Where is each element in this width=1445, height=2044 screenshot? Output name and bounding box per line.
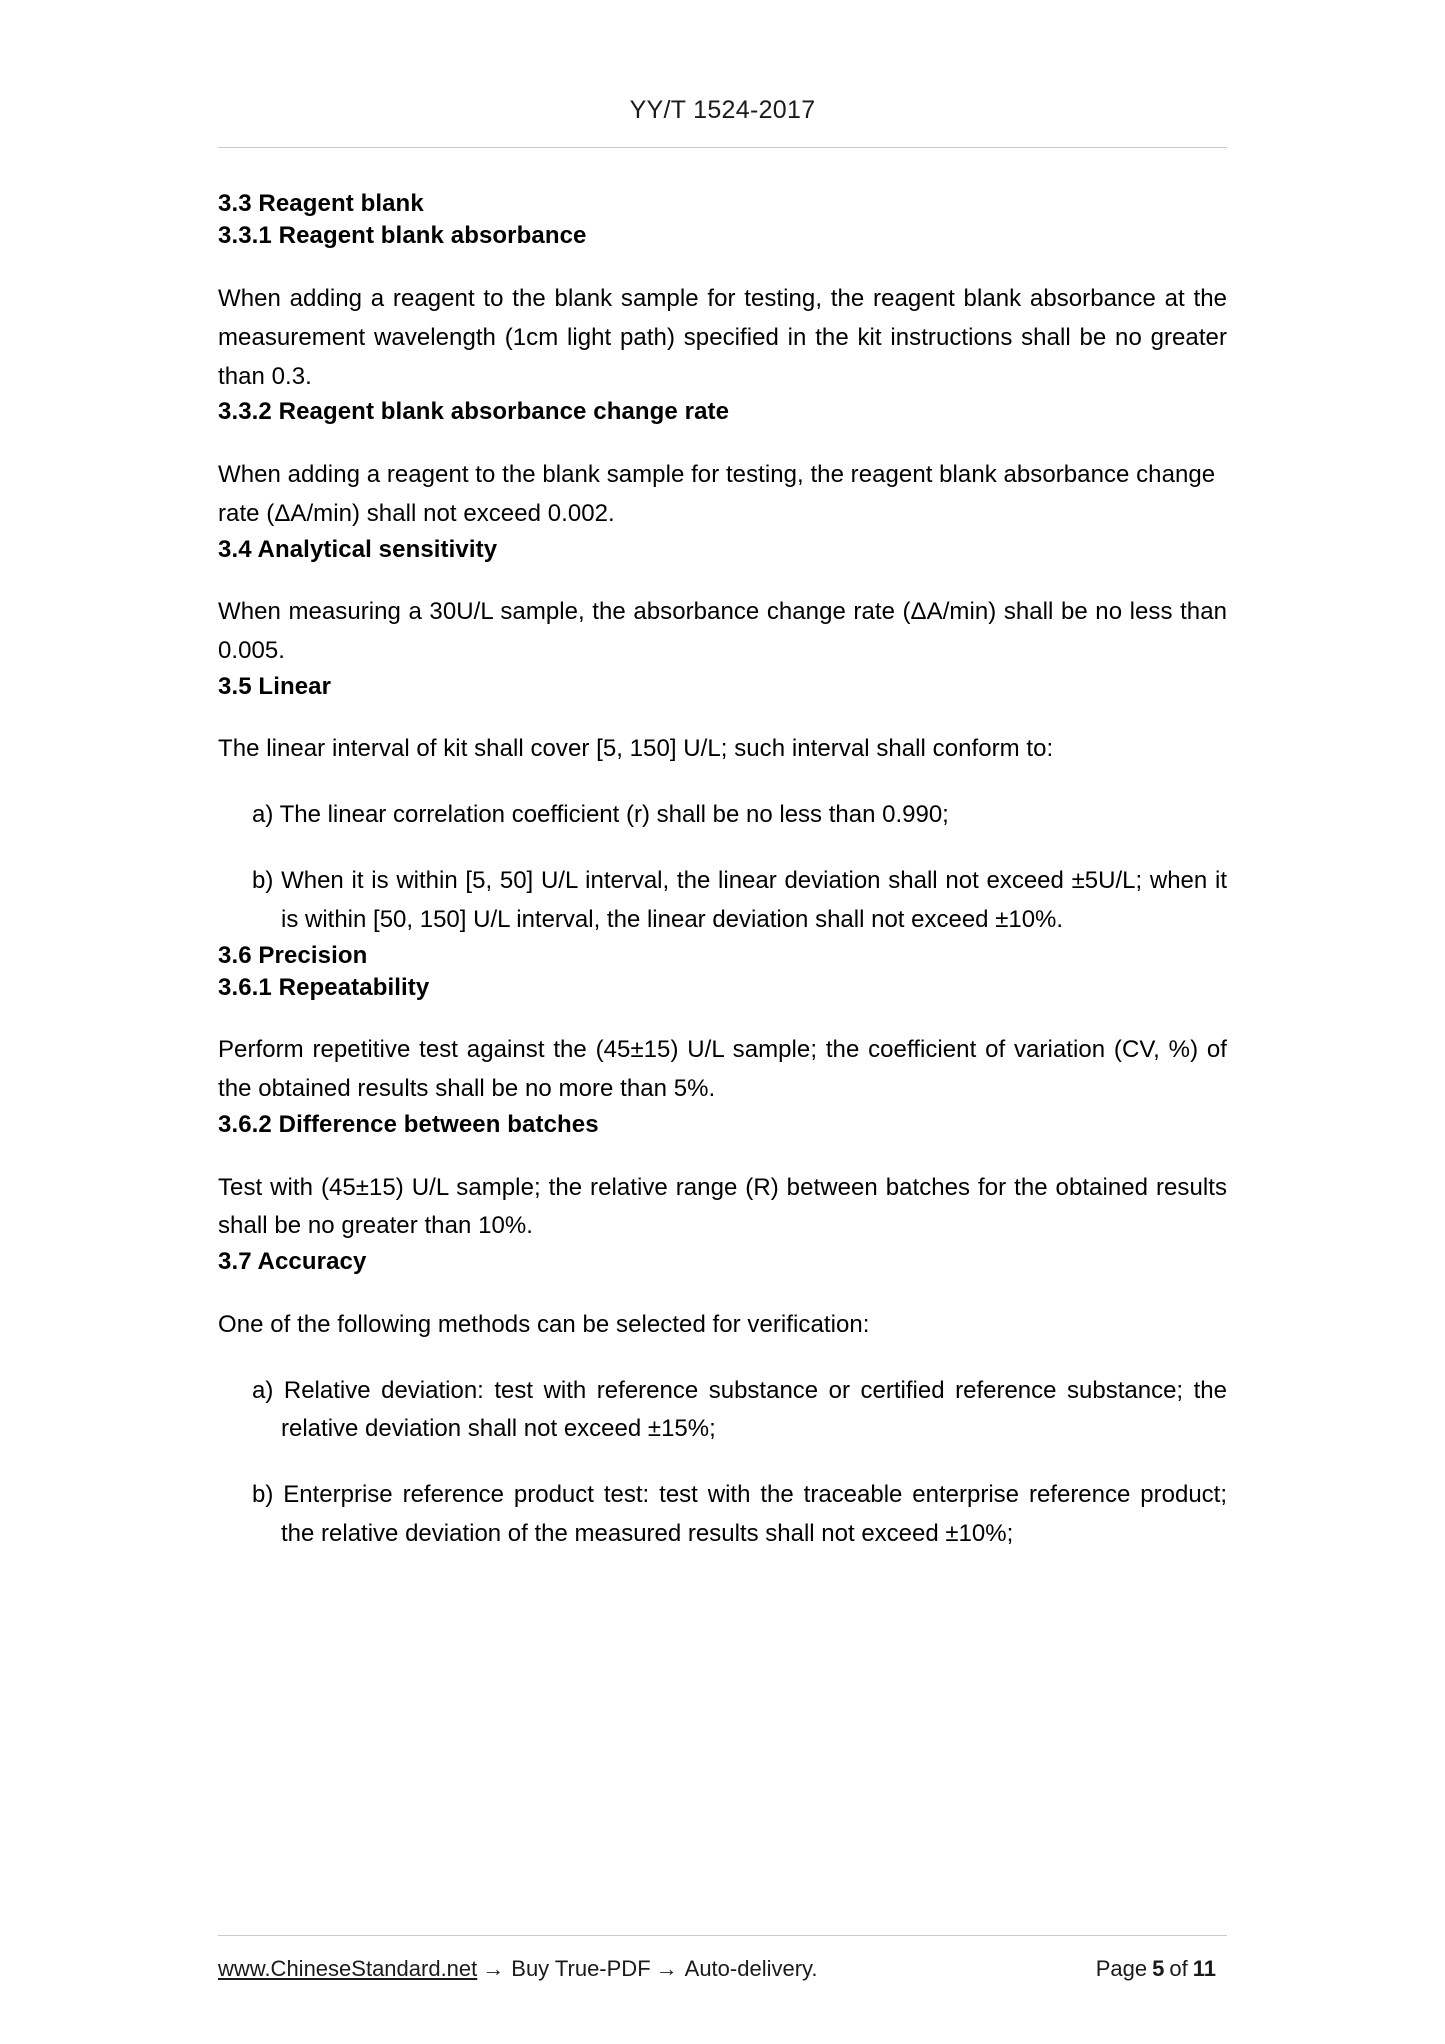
list-item-3-5-a: a) The linear correlation coefficient (r) shall be no less than 0.990; — [252, 800, 949, 828]
page-footer — [218, 1935, 1227, 1982]
list-item-3-7-a: a) Relative deviation: test with reference substance or certified reference substance; the relative deviation shall not exceed ±15%; — [252, 1376, 1227, 1443]
paragraph-3-5: The linear interval of kit shall cover [5, 150] U/L; such interval shall conform to: — [218, 735, 1054, 763]
paragraph-3-7: One of the following methods can be selected for verification: — [218, 1310, 870, 1338]
section-heading-3-4: 3.4 Analytical sensitivity — [218, 535, 498, 563]
paragraph-3-4: When measuring a 30U/L sample, the absorbance change rate (ΔA/min) shall be no less than 0.005. — [218, 597, 1227, 664]
standard-id: YY/T 1524-2017 — [629, 96, 816, 124]
section-heading-3-3-2: 3.3.2 Reagent blank absorbance change rate — [218, 398, 730, 426]
auto-delivery-label: Auto-delivery. — [684, 1956, 818, 1981]
page-indicator — [1096, 1956, 1227, 1982]
section-heading-3-3: 3.3 Reagent blank — [218, 190, 424, 217]
chinesestandard-link[interactable]: www.ChineseStandard.net — [218, 1956, 478, 1981]
footer-promo — [218, 1956, 1096, 1982]
page-label: Page — [1095, 1956, 1148, 1981]
section-heading-3-3-1: 3.3.1 Reagent blank absorbance — [218, 222, 587, 250]
arrow-icon-1: → — [482, 1956, 505, 1981]
list-item-3-5-b: b) When it is within [5, 50] U/L interval, the linear deviation shall not exceed ±5U/L; when it is within [50, 150] U/L interval, the linear deviation shall not exceed ±10%. — [252, 866, 1227, 933]
list-item-3-7-b: b) Enterprise reference product test: test with the traceable enterprise reference product; the relative deviation of the measured results shall not exceed ±10%; — [252, 1481, 1227, 1548]
paragraph-3-3-2: When adding a reagent to the blank sample for testing, the reagent blank absorbance change rate (ΔA/min) shall not exceed 0.002. — [218, 460, 1216, 527]
section-heading-3-6-2: 3.6.2 Difference between batches — [218, 1111, 599, 1139]
total-pages: 11 — [1192, 1956, 1216, 1981]
section-heading-3-7: 3.7 Accuracy — [218, 1248, 367, 1276]
section-heading-3-6: 3.6 Precision — [218, 941, 368, 969]
paragraph-3-6-1: Perform repetitive test against the (45±15) U/L sample; the coefficient of variation (CV, %) of the obtained results shall be no more than 5%. — [218, 1036, 1227, 1103]
section-heading-3-6-1: 3.6.1 Repeatability — [218, 973, 430, 1001]
page-number: 5 — [1152, 1956, 1165, 1981]
page-content — [218, 96, 1227, 1554]
paragraph-3-3-1: When adding a reagent to the blank sample for testing, the reagent blank absorbance at the measurement wavelength (1cm light path) specified in the kit instructions shall be no greater than 0.3. — [218, 284, 1227, 390]
section-heading-3-5: 3.5 Linear — [218, 672, 332, 700]
document-body — [218, 148, 1227, 1554]
arrow-icon-2: → — [655, 1956, 678, 1981]
buy-true-pdf-label[interactable]: Buy True-PDF — [511, 1956, 651, 1981]
of-label: of — [1169, 1956, 1188, 1981]
page-header — [218, 96, 1227, 147]
paragraph-3-6-2: Test with (45±15) U/L sample; the relative range (R) between batches for the obtained results shall be no greater than 10%. — [218, 1173, 1227, 1240]
